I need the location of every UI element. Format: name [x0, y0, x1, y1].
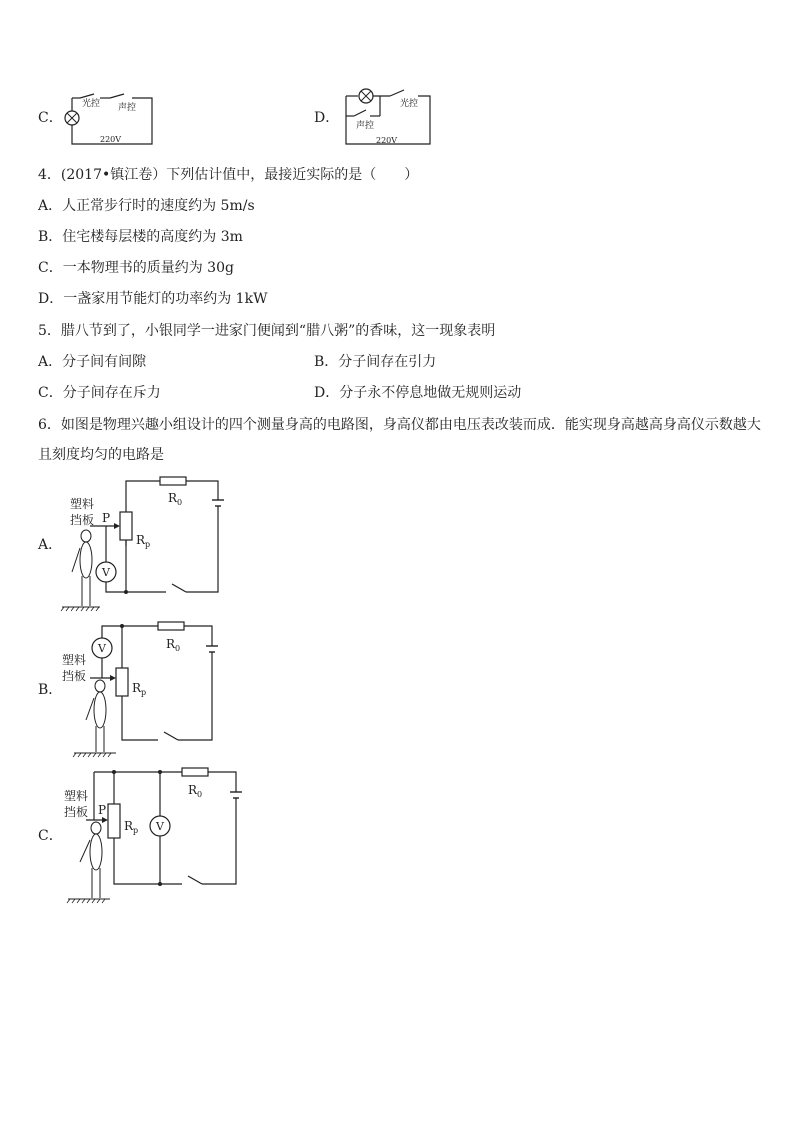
b-board-label-2: 挡板: [62, 669, 87, 683]
q4-option-c: C．一本物理书的质量约为 30g: [38, 260, 234, 276]
d-sound-switch-label: 声控: [356, 121, 375, 131]
q6-option-b-label: B．: [38, 682, 63, 698]
c-voltmeter-label: V: [156, 820, 164, 833]
c-sound-switch-label: 声控: [118, 103, 137, 113]
c-voltage-label: 220V: [100, 135, 122, 144]
c-slider-label: P: [98, 803, 107, 817]
q4-stem: 4．(2017•镇江卷）下列估计值中，最接近实际的是（ ）: [38, 167, 419, 183]
q4-option-d: D．一盏家用节能灯的功率约为 1kW: [38, 291, 268, 307]
b-rp-label: $R_p$: [132, 681, 147, 697]
q5-option-a: A．分子间有间隙: [38, 354, 147, 370]
q5-option-c: C．分子间存在斥力: [38, 385, 161, 401]
q6-stem-line1: 6．如图是物理兴趣小组设计的四个测量身高的电路图，身高仪都由电压表改装而成．能实现身高越高身高仪示数越大: [38, 417, 761, 433]
q6-circuit-c-diagram: [60, 766, 250, 906]
b-r0-label: $R_0$: [166, 637, 181, 653]
a-r0-label: $R_0$: [168, 491, 183, 507]
c-rp-label: $R_p$: [124, 819, 139, 835]
circuit-d-diagram: [340, 86, 440, 150]
d-light-switch-label: 光控: [400, 99, 419, 109]
b-board-label-1: 塑料: [62, 653, 87, 667]
q6-option-c-label: C．: [38, 828, 63, 844]
q6-circuit-b-diagram: [60, 620, 230, 760]
a-board-label-1: 塑料: [70, 497, 95, 511]
b-voltmeter-label: V: [98, 642, 106, 655]
c-light-switch-label: 光控: [82, 99, 101, 109]
q6-circuit-a-diagram: [60, 476, 230, 616]
q5-option-d: D．分子永不停息地做无规则运动: [314, 385, 522, 401]
q6-stem-line2: 且刻度均匀的电路是: [38, 447, 164, 463]
circuit-c-diagram: [60, 90, 160, 150]
option-d-label: D．: [314, 110, 340, 126]
a-voltmeter-label: V: [102, 566, 110, 579]
q5-stem: 5．腊八节到了，小银同学一进家门便闻到“腊八粥”的香味，这一现象表明: [38, 323, 496, 339]
q4-option-a: A．人正常步行时的速度约为 5m/s: [38, 198, 255, 214]
c-board-label-2: 挡板: [64, 805, 89, 819]
option-c-label: C．: [38, 110, 63, 126]
q5-option-b: B．分子间存在引力: [314, 354, 437, 370]
a-rp-label: $R_p$: [136, 533, 151, 549]
d-voltage-label: 220V: [376, 136, 398, 145]
a-slider-label: P: [102, 511, 111, 525]
a-board-label-2: 挡板: [70, 513, 95, 527]
c-board-label-1: 塑料: [64, 789, 89, 803]
q6-option-a-label: A．: [38, 537, 63, 553]
c-r0-label: $R_0$: [188, 783, 203, 799]
q4-option-b: B．住宅楼每层楼的高度约为 3m: [38, 229, 243, 245]
